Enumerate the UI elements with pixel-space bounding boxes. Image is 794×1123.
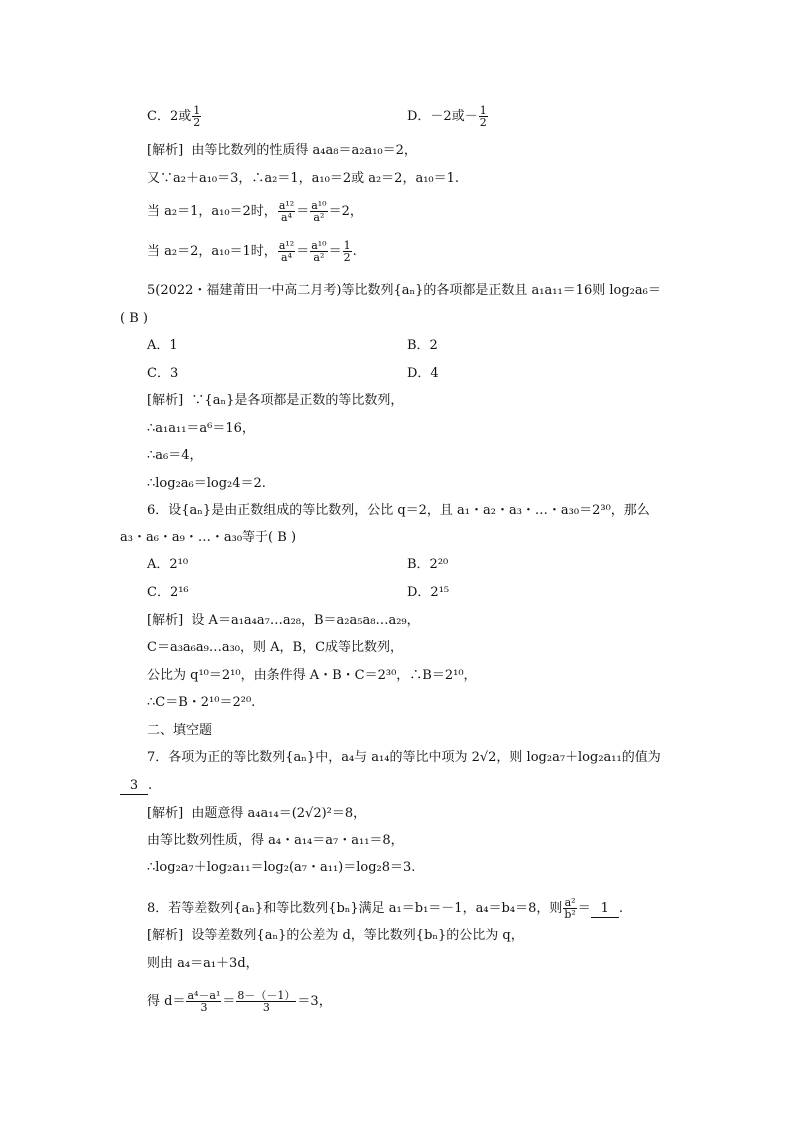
frac-num: a¹² (278, 239, 295, 252)
q7-stem-post: . (148, 778, 153, 793)
solution-tag: [解析] (147, 393, 184, 408)
q5-option-c: C．3 (147, 366, 179, 381)
q7-solution-line-2: 由等比数列性质，得 a₄・a₁₄＝a₇・a₁₁＝8， (147, 833, 404, 848)
q6-solution-line-1 (147, 613, 420, 629)
solution-text: 设等差数列{aₙ}的公差为 d，等比数列{bₙ}的公比为 q， (191, 928, 524, 943)
q7-solution-line-1 (147, 806, 366, 822)
solution-text: 当 a₂＝2，a₁₀＝1时， (147, 244, 277, 259)
q4-option-d-text: D．－2或－ (407, 109, 478, 124)
solution-text: ∵{aₙ}是各项都是正数的等比数列， (191, 393, 404, 408)
q6-solution-line-2: C＝a₃a₆a₉…a₃₀，则 A，B，C成等比数列， (147, 640, 404, 655)
q6-solution-line-4: ∴C＝B・2¹⁰＝2²⁰. (147, 695, 256, 710)
q5-stem-line-1: 5(2022・福建莆田一中高二月考)等比数列{aₙ}的各项都是正数且 a₁a₁₁＝16则 log₂a₆＝ (147, 283, 661, 298)
fraction (236, 990, 296, 1013)
q8-answer-blank: 1 (591, 901, 619, 918)
q8-stem-text: 8．若等差数列{aₙ}和等比数列{bₙ}满足 a₁＝b₁＝－1，a₄＝b₄＝8，则 (147, 901, 563, 916)
solution-text: ＝2， (328, 204, 363, 219)
q4-option-d (407, 105, 489, 128)
q6-option-d: D．2¹⁵ (407, 585, 450, 600)
q8-solution-line-2: 则由 a₄＝a₁＋3d， (147, 956, 259, 971)
frac-den: 2 (479, 116, 487, 129)
fraction (186, 990, 221, 1013)
q4-solution-line-2: 又∵a₂＋a₁₀＝3，∴a₂＝1，a₁₀＝2或 a₂＝2，a₁₀＝1. (147, 171, 460, 186)
solution-tag: [解析] (147, 806, 184, 821)
fraction (278, 240, 295, 263)
q5-solution-line-2: ∴a₁a₁₁＝a⁶＝16， (147, 421, 255, 436)
fraction (343, 240, 352, 263)
q5-solution-line-1 (147, 393, 403, 409)
frac-den: 3 (200, 1001, 208, 1014)
frac-num: 1 (193, 104, 201, 117)
frac-num: a⁴－a¹ (187, 989, 221, 1002)
q5-solution-line-3: ∴a₆＝4， (147, 448, 203, 463)
q6-solution-line-3: 公比为 q¹⁰＝2¹⁰，由条件得 A・B・C＝2³⁰，∴B＝2¹⁰， (147, 668, 477, 683)
q5-solution-line-4: ∴log₂a₆＝log₂4＝2. (147, 476, 266, 491)
q4-option-c (147, 105, 202, 128)
fraction (310, 240, 327, 263)
q6-stem-line-2: a₃・a₆・a₉・…・a₃₀等于( B ) (120, 530, 297, 545)
solution-tag: [解析] (147, 928, 184, 943)
frac-den: a² (313, 251, 325, 264)
q5-stem-line-2: ( B ) (120, 311, 148, 326)
q8-stem-post: . (618, 901, 623, 916)
frac-num: a¹⁰ (311, 239, 327, 252)
frac-den: a⁴ (281, 251, 292, 264)
q4-solution-line-4: 当 a₂＝2，a₁₀＝1时， $\frac{\text{a¹²}}{\text{a⁴}}$ ＝ $\frac{\text{a¹⁰}}{\text{a²}}$ ＝ $\frac{1}{2}$ . (147, 239, 357, 264)
q8-stem (147, 897, 623, 920)
frac-num: 1 (479, 104, 487, 117)
q4-option-d-fraction (479, 105, 488, 128)
frac-num: 1 (343, 239, 351, 252)
q8-solution-line-3: 得 d＝ $\frac{\text{a⁴－a¹}}{3}$ ＝ $\frac{8-(-1)}{3}$ ＝3， (147, 989, 332, 1014)
frac-den: 3 (262, 1001, 270, 1014)
fraction (310, 200, 327, 223)
q5-option-a: A．1 (147, 338, 178, 353)
q6-option-c: C．2¹⁶ (147, 585, 189, 600)
q7-answer-blank: 3 (120, 778, 148, 795)
frac-num: a¹² (278, 199, 295, 212)
solution-text: 设 A＝a₁a₄a₇…a₂₈，B＝a₂a₅a₈…a₂₉， (191, 613, 420, 628)
frac-num: 8－（－1） (237, 989, 296, 1002)
solution-tag: [解析] (147, 143, 184, 158)
q6-option-b: B．2²⁰ (407, 557, 449, 572)
fraction (278, 200, 295, 223)
q6-stem-line-1: 6．设{aₙ}是由正数组成的等比数列，公比 q＝2，且 a₁・a₂・a₃・…・a₃₀＝2³⁰，那么 (147, 503, 650, 518)
q7-stem-line-1: 7．各项为正的等比数列{aₙ}中，a₄与 a₁₄的等比中项为 2√2，则 log₂a₇＋log₂a₁₁的值为 (147, 750, 661, 765)
q8-stem-eq: ＝ (577, 901, 591, 916)
solution-text: 由等比数列的性质得 a₄a₈＝a₂a₁₀＝2， (191, 143, 417, 158)
q4-solution-line-3: 当 a₂＝1，a₁₀＝2时， $\frac{\text{a¹²}}{\text{a⁴}}$ ＝ $\frac{\text{a¹⁰}}{\text{a²}}$ ＝2， (147, 199, 363, 224)
frac-den: 2 (343, 251, 351, 264)
frac-num: a² (564, 896, 576, 909)
q6-option-a: A．2¹⁰ (147, 557, 189, 572)
section-heading: 二、填空题 (147, 723, 213, 738)
frac-num: a¹⁰ (311, 199, 327, 212)
frac-den: a⁴ (281, 211, 292, 224)
frac-den: 2 (193, 116, 201, 129)
q8-solution-line-1 (147, 928, 524, 944)
q4-option-c-fraction (192, 105, 201, 128)
q4-solution-line-1 (147, 143, 417, 159)
q7-solution-line-3: ∴log₂a₇＋log₂a₁₁＝log₂(a₇・a₁₁)＝log₂8＝3. (147, 860, 416, 875)
solution-text: ＝3， (297, 994, 332, 1009)
solution-text: 由题意得 a₄a₁₄＝(2√2)²＝8， (191, 806, 367, 821)
fraction (563, 897, 576, 920)
q7-stem-line-2 (120, 778, 152, 795)
frac-den: a² (313, 211, 325, 224)
solution-text: . (352, 244, 357, 259)
solution-text: 得 d＝ (147, 994, 186, 1009)
q5-option-b: B．2 (407, 338, 438, 353)
frac-den: b² (564, 908, 576, 921)
solution-tag: [解析] (147, 613, 184, 628)
q5-option-d: D．4 (407, 366, 439, 381)
solution-text: 当 a₂＝1，a₁₀＝2时， (147, 204, 277, 219)
q4-option-c-text: C．2或 (147, 109, 192, 124)
